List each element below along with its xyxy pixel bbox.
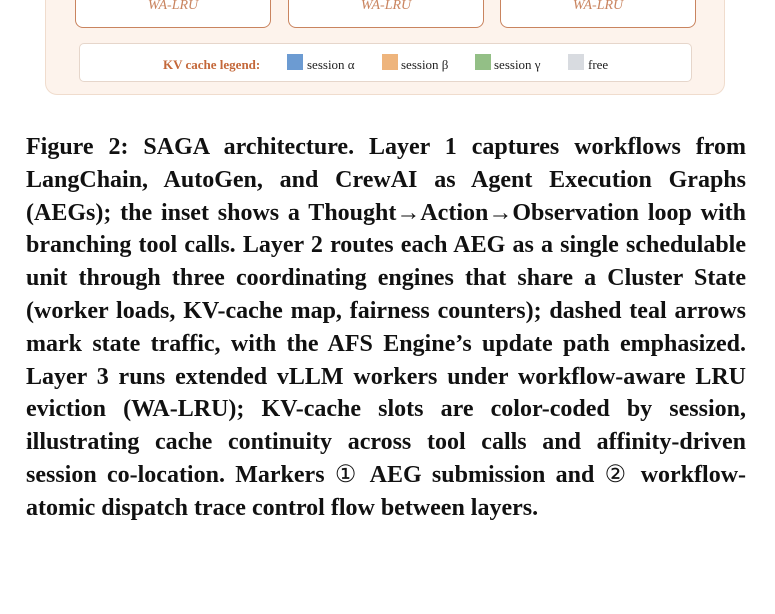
- legend-label-session-beta: session β: [401, 57, 449, 72]
- figure-caption: [26, 131, 746, 525]
- legend-swatch-session-beta: [382, 54, 398, 70]
- legend-swatch-session-gamma: [475, 54, 491, 70]
- legend-title: KV cache legend:: [163, 57, 261, 72]
- caption-text-part-1: Figure 2: SAGA architecture. Layer 1 captures workflows from LangChain, AutoGen, and CrewAI as Agent Execution Graphs (AEGs); the inset shows a Thought→Action→Observation loop with branching tool calls. Layer 2 routes each AEG as a single schedulable unit through three coordinating engines that share a Cluster State (worker loads, KV-cache map, fairness counters); dashed teal arrows mark state traffic, with the AFS Engine’s update path emphasized. Layer 3 runs extended vLLM workers under workflow-aware LRU eviction (WA-LRU); KV-cache slots are color-coded by session, illustrating cache continuity across tool calls and affinity-driven session co-location. Markers: [26, 134, 746, 488]
- caption-text-part-3: workflow-atomic dispatch trace control flow between layers.: [26, 461, 747, 521]
- caption-text-part-2: AEG submission and: [360, 461, 605, 488]
- legend-label-free: free: [588, 57, 609, 72]
- worker-3-eviction-label: WA-LRU: [572, 0, 624, 13]
- marker-2-circled-icon: ②: [604, 461, 631, 488]
- worker-box-3: [500, 0, 696, 28]
- worker-box-1: [75, 0, 271, 28]
- legend-swatch-free: [568, 54, 584, 70]
- legend-label-session-gamma: session γ: [494, 57, 541, 72]
- marker-1-circled-icon: ①: [334, 461, 361, 488]
- worker-box-2: [288, 0, 484, 28]
- worker-2-eviction-label: WA-LRU: [360, 0, 412, 13]
- legend-label-session-alpha: session α: [307, 57, 355, 72]
- kv-cache-legend: [79, 43, 692, 82]
- worker-1-eviction-label: WA-LRU: [147, 0, 199, 13]
- legend-swatch-session-alpha: [287, 54, 303, 70]
